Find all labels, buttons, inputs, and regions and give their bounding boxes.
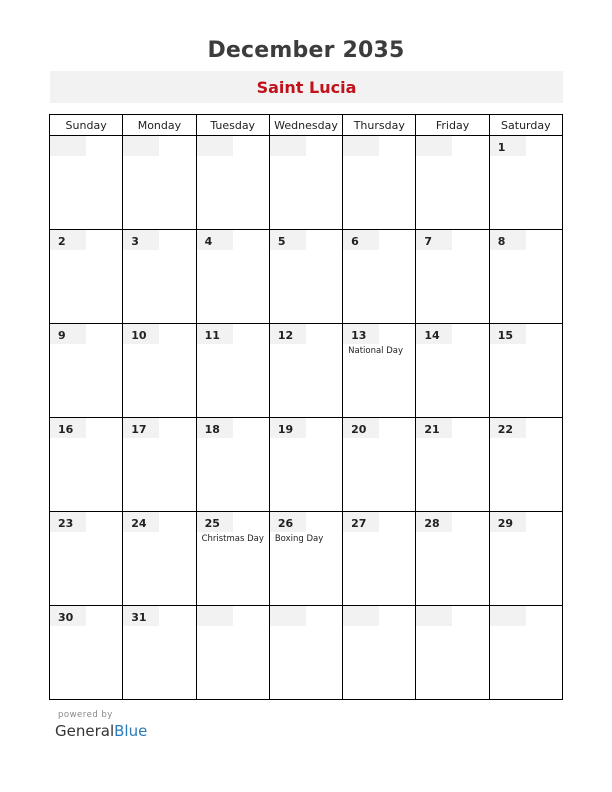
- holiday-label: Boxing Day: [274, 534, 324, 544]
- day-number: 21: [424, 423, 440, 436]
- holiday-label: National Day: [348, 346, 404, 356]
- day-cell: [416, 230, 489, 324]
- day-number-box: [270, 136, 306, 156]
- weekday-header: Tuesday: [196, 115, 269, 136]
- day-number: 8: [497, 235, 506, 248]
- day-number-box: [343, 136, 379, 156]
- day-number-box: [123, 136, 159, 156]
- day-number: 3: [131, 235, 139, 248]
- day-number-box: [270, 606, 306, 626]
- day-cell: [343, 136, 416, 230]
- day-number: 29: [497, 517, 513, 530]
- day-cell: [123, 512, 196, 606]
- day-number: 9: [58, 329, 66, 342]
- day-cell: [123, 606, 196, 700]
- calendar-title: December 2035: [207, 38, 405, 63]
- day-number: 31: [131, 611, 147, 624]
- day-number: 14: [424, 329, 440, 342]
- day-cell: [50, 324, 123, 418]
- day-cell: [489, 606, 562, 700]
- day-number: 20: [351, 423, 367, 436]
- week-row: [50, 418, 563, 512]
- day-cell: [196, 230, 269, 324]
- day-cell: [416, 136, 489, 230]
- day-cell: [343, 418, 416, 512]
- day-number: 6: [351, 235, 359, 248]
- day-cell: [416, 418, 489, 512]
- day-number: 19: [277, 423, 294, 436]
- day-cell: [123, 230, 196, 324]
- weekday-header: Sunday: [50, 115, 123, 136]
- day-cell: [269, 324, 342, 418]
- day-cell: [50, 418, 123, 512]
- week-row: [50, 324, 563, 418]
- day-cell: [50, 136, 123, 230]
- day-cell: [196, 324, 269, 418]
- day-number: 11: [204, 329, 220, 342]
- day-cell: [489, 512, 562, 606]
- day-number: 15: [497, 329, 513, 342]
- day-number-box: [416, 136, 452, 156]
- day-cell: [416, 512, 489, 606]
- generalblue-logo[interactable]: [55, 722, 147, 740]
- day-cell: [489, 324, 562, 418]
- day-cell: [343, 324, 416, 418]
- day-cell: [50, 512, 123, 606]
- week-row: [50, 136, 563, 230]
- day-cell: [123, 418, 196, 512]
- day-number: 28: [424, 517, 440, 530]
- day-cell: [489, 418, 562, 512]
- day-cell: [269, 136, 342, 230]
- holiday-label: Christmas Day: [201, 534, 264, 544]
- day-number-box: [197, 136, 233, 156]
- day-number: 1: [497, 141, 506, 154]
- day-number-box: [416, 230, 452, 250]
- day-number-box: [197, 606, 233, 626]
- day-number: 16: [58, 423, 74, 436]
- day-cell: [489, 136, 562, 230]
- day-number-box: [123, 230, 159, 250]
- week-row: [50, 230, 563, 324]
- day-number-box: [343, 606, 379, 626]
- week-row: [50, 512, 563, 606]
- brand-blue-text: Blue: [114, 722, 148, 740]
- day-number: 27: [351, 517, 367, 530]
- weekday-header: Wednesday: [269, 115, 342, 136]
- weekday-header-row: [50, 115, 563, 136]
- country-banner: [50, 71, 563, 103]
- day-cell: [416, 606, 489, 700]
- weekday-header: Monday: [123, 115, 196, 136]
- day-number: 30: [58, 611, 74, 624]
- country-name: Saint Lucia: [256, 78, 357, 97]
- day-cell: [123, 136, 196, 230]
- day-number: 13: [351, 329, 367, 342]
- day-number-box: [490, 230, 526, 250]
- day-cell: [489, 230, 562, 324]
- day-number: 10: [131, 329, 147, 342]
- day-number: 22: [497, 423, 513, 436]
- day-number: 7: [424, 235, 433, 248]
- day-number: 4: [204, 235, 213, 248]
- calendar-grid: [49, 114, 563, 700]
- day-cell: [343, 512, 416, 606]
- day-number-box: [50, 230, 86, 250]
- day-cell: [343, 230, 416, 324]
- day-number: 26: [277, 517, 294, 530]
- weekday-header: Thursday: [343, 115, 416, 136]
- day-number-box: [490, 606, 526, 626]
- day-number-box: [270, 230, 306, 250]
- weekday-header: Friday: [416, 115, 489, 136]
- day-number: 5: [277, 235, 286, 248]
- day-number-box: [490, 136, 526, 156]
- day-number-box: [416, 606, 452, 626]
- day-number-box: [50, 324, 86, 344]
- day-number: 17: [131, 423, 147, 436]
- day-number: 12: [277, 329, 294, 342]
- day-number: 23: [58, 517, 74, 530]
- day-cell: [343, 606, 416, 700]
- day-number-box: [197, 230, 233, 250]
- brand-general-text: General: [55, 722, 115, 740]
- day-cell: [269, 230, 342, 324]
- day-cell: [123, 324, 196, 418]
- weekday-header: Saturday: [489, 115, 562, 136]
- day-number-box: [343, 230, 379, 250]
- powered-by-label: powered by: [58, 710, 113, 720]
- day-cell: [196, 418, 269, 512]
- day-cell: [196, 136, 269, 230]
- day-cell: [50, 606, 123, 700]
- day-cell: [269, 606, 342, 700]
- day-cell: [269, 418, 342, 512]
- day-cell: [416, 324, 489, 418]
- day-number: 25: [204, 517, 220, 530]
- day-number: 2: [58, 235, 66, 248]
- day-cell: [269, 512, 342, 606]
- day-cell: [196, 512, 269, 606]
- day-number-box: [50, 136, 86, 156]
- day-cell: [196, 606, 269, 700]
- day-number: 18: [204, 423, 220, 436]
- day-number: 24: [131, 517, 147, 530]
- week-row: [50, 606, 563, 700]
- day-cell: [50, 230, 123, 324]
